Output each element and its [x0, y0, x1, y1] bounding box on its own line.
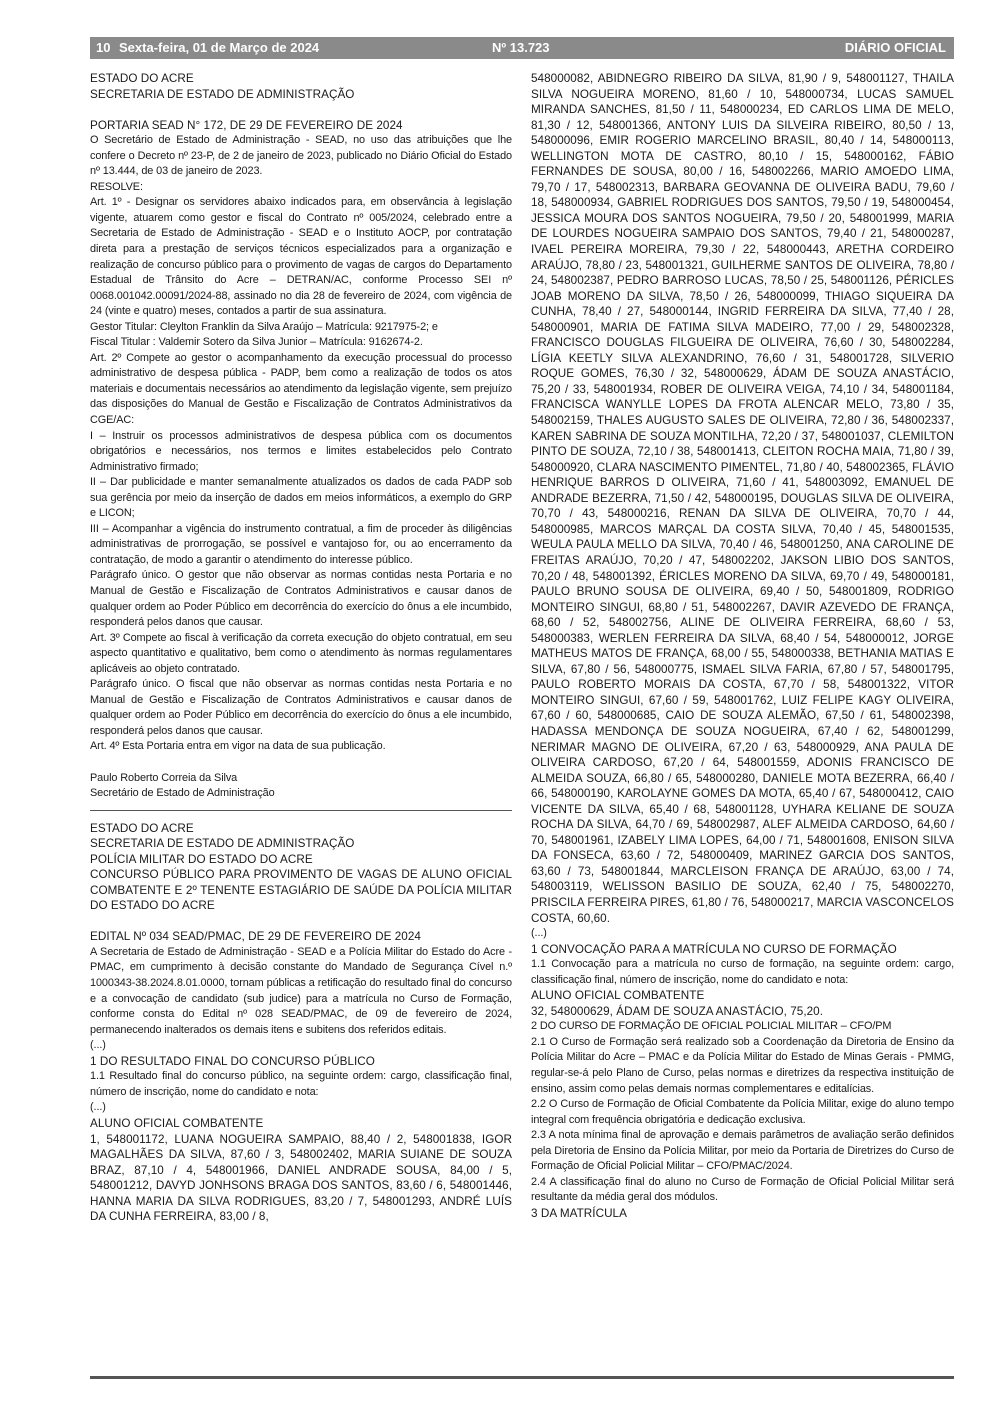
issue-date: Sexta-feira, 01 de Março de 2024 — [119, 40, 320, 55]
convocacao-section-1: 1 CONVOCAÇÃO PARA A MATRÍCULA NO CURSO DE FORMAÇÃO — [531, 942, 897, 956]
portaria-preamble: O Secretário de Estado de Administração - SEAD, no uso das atribuições que lhe confere o Decreto nº 23-P, de 2 de janeiro de 2023, publicado no Diário Oficial do Estado nº 13.444, de 03 de janeiro de 2023. — [90, 134, 512, 178]
right-column — [531, 71, 954, 1221]
portaria-art-2: Art. 2º Compete ao gestor o acompanhamento da execução processual do processo administrativo de despesa pública - PADP, bem como a realização de todos os atos materiais e documentais necessários ao atendimento da legislação vigente, sem prejuízo das disposições do Manual de Gestão e Fiscalização de Contratos Administrativos da CGE/AC: — [90, 351, 512, 426]
portaria-title: PORTARIA SEAD N° 172, DE 29 DE FEVEREIRO DE 2024 — [90, 118, 403, 132]
portaria-resolve: RESOLVE: — [90, 180, 143, 193]
edital-preamble: A Secretaria de Estado de Administração - SEAD e a Polícia Militar do Estado do Acre - PMAC, em cumprimento à decisão constante do Mandado de Segurança Cível n.º 1000343-38.2024.8.01.0000, tornam públicas a retificação do resultado final do concurso e a convocação de candidato (sub judice) para a matrícula no Curso de Formação, conforme consta do Edital nº 028 SEAD/PMAC, de 09 de fevereiro de 2024, permanecendo inalterados os demais itens e subitens dos referidos editais. — [90, 945, 512, 1036]
issue-number: Nº 13.723 — [492, 40, 550, 55]
curso-section-2-2: 2.2 O Curso de Formação de Oficial Combatente da Polícia Militar, exige do aluno tempo integral com frequência obrigatória e dedicação exclusiva. — [531, 1098, 954, 1126]
portaria-inciso-2: II – Dar publicidade e manter semanalmente atualizados os dados de cada PADP sob sua gerência por meio da inserção de dados em meios informáticos, a exemplo do GRP e LICON; — [90, 476, 512, 520]
portaria-art-4: Art. 4º Esta Portaria entra em vigor na data de sua publicação. — [90, 740, 386, 753]
page-header — [90, 37, 954, 59]
edital-org-state: ESTADO DO ACRE — [90, 821, 194, 835]
right-ellipsis: (...) — [531, 927, 547, 940]
page-bottom-rule — [90, 1376, 954, 1379]
curso-section-2-3: 2.3 A nota mínima final de aprovação e demais parâmetros de avaliação serão definidos pela Diretoria de Ensino da Polícia Militar, por meio da Portaria de Diretrizes do Curso de Formação de Oficial Policial Militar – CFO/PMAC/2024. — [531, 1129, 954, 1173]
left-column — [90, 71, 512, 1225]
convocacao-cargo: ALUNO OFICIAL COMBATENTE — [531, 989, 705, 1003]
edital-results-list: 1, 548001172, LUANA NOGUEIRA SAMPAIO, 88,40 / 2, 548001838, IGOR MAGALHÃES DA SILVA, 87,60 / 3, 548002402, MARIA SUIANE DE SOUZA BRAZ, 87,10 / 4, 548001966, DANIEL ANDRADE SOUSA, 84,00 / 5, 548001212, DAVYD JONHSONS BRAGA DOS SANTOS, 83,60 / 6, 548001446, HANNA MARIA DA SILVA RODRIGUES, 83,20 / 7, 548001293, ANDRÉ LUÍS DA CUNHA FERREIRA, 83,00 / 8, — [90, 1132, 512, 1224]
convocacao-candidate: 32, 548000629, ÁDAM DE SOUZA ANASTÁCIO, 75,20. — [531, 1004, 824, 1018]
curso-section-2: 2 DO CURSO DE FORMAÇÃO DE OFICIAL POLICIAL MILITAR – CFO/PM — [531, 1020, 892, 1033]
portaria-org-secretariat: SECRETARIA DE ESTADO DE ADMINISTRAÇÃO — [90, 87, 355, 101]
edital-org-secretariat: SECRETARIA DE ESTADO DE ADMINISTRAÇÃO — [90, 837, 355, 851]
curso-section-2-1: 2.1 O Curso de Formação será realizado sob a Coordenação da Diretoria de Ensino da Polícia Militar do Acre – PMAC e da Polícia Militar do Estado de Minas Gerais - PMMG, regular-se-á pelo Plano de Curso, pelas normas e diretrizes da respectiva instituição de ensino, assim como pelas demais normas complementares e editalícias. — [531, 1035, 954, 1095]
portaria-art-1: Art. 1º - Designar os servidores abaixo indicados para, em observância à legislação vigente, atuarem como gestor e fiscal do Contrato nº 005/2024, celebrado entre a Secretaria de Estado de Administração - SEAD e o Instituto AOCP, por contratação direta para a prestação de serviços técnicos especializados para a organização e realização de concurso público para o provimento de vagas de cargos do Departamento Estadual de Trânsito do Acre – DETRAN/AC, conforme Processo SEI nº 0068.001042.00091/2024-88, assinado no dia 28 de fevereiro de 2024, com vigência de 24 (vinte e quatro) meses, contados a partir de sua assinatura. — [90, 196, 512, 318]
convocacao-section-1-1: 1.1 Convocação para a matrícula no curso de formação, na seguinte ordem: cargo, classificação final, número de inscrição, nome do candidato e nota: — [531, 958, 954, 986]
portaria-org-state: ESTADO DO ACRE — [90, 72, 194, 85]
edital-section-1-1: 1.1 Resultado final do concurso público, na seguinte ordem: cargo, classificação final, número de inscrição, nome do candidato e nota: — [90, 1070, 512, 1098]
edital-ellipsis-1: (...) — [90, 1039, 106, 1052]
portaria-gestor: Gestor Titular: Cleylton Franklin da Silva Araújo – Matrícula: 9217975-2; e — [90, 320, 438, 333]
portaria-inciso-1: I – Instruir os processos administrativos de despesa pública com os documentos obrigatórios e necessários, nos termos e limites estabelecidos pelo Contrato Administrativo firmado; — [90, 429, 512, 473]
section-divider — [90, 810, 512, 811]
edital-ellipsis-2: (...) — [90, 1101, 106, 1114]
edital-title: EDITAL Nº 034 SEAD/PMAC, DE 29 DE FEVEREIRO DE 2024 — [90, 930, 421, 944]
portaria-fiscal: Fiscal Titular : Valdemir Sotero da Silva Junior – Matrícula: 9162674-2. — [90, 336, 423, 349]
portaria-paragrafo-1: Parágrafo único. O gestor que não observar as normas contidas nesta Portaria e no Manual de Gestão e Fiscalização de Contratos Administrativos e causar danos de qualquer ordem ao Poder Público em decorrência do exercício do ônus a ele incumbido, responderá pelos danos que causar. — [90, 569, 512, 629]
edital-concurso-title: CONCURSO PÚBLICO PARA PROVIMENTO DE VAGAS DE ALUNO OFICIAL COMBATENTE E 2º TENENTE ESTAGIÁRIO DE SAÚDE DA POLÍCIA MILITAR DO ESTADO DO ACRE — [90, 868, 512, 913]
publication-title: DIÁRIO OFICIAL — [844, 40, 946, 55]
portaria-signer: Paulo Roberto Correia da Silva — [90, 771, 238, 784]
edital-cargo: ALUNO OFICIAL COMBATENTE — [90, 1116, 264, 1130]
portaria-inciso-3: III – Acompanhar a vigência do instrumento contratual, a fim de proceder às diligências administrativas de prorrogação, se possível e vantajoso for, ou ao encerramento da contratação, de modo a garantir o atendimento do interesse público. — [90, 522, 512, 566]
curso-section-2-4: 2.4 A classificação final do aluno no Curso de Formação de Oficial Policial Militar será resultante da média geral dos módulos. — [531, 1175, 954, 1204]
matricula-section-3: 3 DA MATRÍCULA — [531, 1206, 627, 1220]
portaria-art-3: Art. 3º Compete ao fiscal à verificação da correta execução do objeto contratual, em seu aspecto quantitativo e qualitativo, bem como o atendimento às normas regulamentares aplicáveis ao objeto contratado. — [90, 631, 512, 675]
page-number: 10 — [96, 40, 111, 55]
results-list-continued: 548000082, ABIDNEGRO RIBEIRO DA SILVA, 81,90 / 9, 548001127, THAILA SILVA NOGUEIRA MORENO, 81,60 / 10, 548000734, LUCAS SAMUEL MIRANDA SANCHES, 81,50 / 11, 548000234, ED CARLOS LIMA DE MELO, 81,30 / 12, 548001366, ANTONY LUIS DA SILVEIRA RIBEIRO, 80,50 / 13, 548000096, EMIR ROGERIO MARCELINO BRASIL, 80,40 / 14, 548000113, WELLINGTON MOTA DE CASTRO, 80,10 / 15, 548000162, FÁBIO FERNANDES DE SOUSA, 80,00 / 16, 548002266, MARIO AMOEDO LIMA, 79,70 / 17, 548002313, BARBARA GEOVANNA DE OLIVEIRA BADU, 79,60 / 18, 548000934, GABRIEL RODRIGUES DOS SANTOS, 79,50 / 19, 548000454, JESSICA MOURA DOS SANTOS NOGUEIRA, 79,50 / 20, 548001999, MARIA DE LOURDES NOGUEIRA SAMPAIO DOS SANTOS, 79,40 / 21, 548000287, IVAEL PEREIRA MOREIRA, 79,30 / 22, 548000443, ARETHA CORDEIRO ARAÚJO, 78,80 / 23, 548001321, GUILHERME SANTOS DE OLIVEIRA, 78,80 / 24, 548002387, PEDRO BARROSO LUCAS, 78,50 / 25, 548001126, PÉRICLES JOAB MORENO DA SILVA, 78,50 / 26, 548000099, THIAGO SIQUEIRA DA CUNHA, 78,40 / 27, 548000144, INGRID FERREIRA DA SILVA, 77,40 / 28, 548000901, MARIA DE FATIMA SILVA MADEIRO, 77,00 / 29, 548002328, FRANCISCO DOUGLAS FILGUEIRA DE OLIVEIRA, 76,60 / 30, 548002284, LÍGIA KEETLY SILVA ALEXANDRINO, 76,60 / 31, 548001728, SILVERIO ROQUE GOMES, 76,30 / 32, 548000629, ÁDAM DE SOUZA ANASTÁCIO, 75,20 / 33, 548001934, ROBER DE OLIVEIRA VEIGA, 74,10 / 34, 548001184, FRANCISCA WANYLLE LOPES DA FROTA ALENCAR MELO, 73,80 / 35, 548002159, THALES AUGUSTO SALES DE OLIVEIRA, 72,80 / 36, 548002337, KAREN SABRINA DE SOUZA MONTILHA, 72,20 / 37, 548001037, CLEMILTON PINTO DE SOUZA, 72,10 / 38, 548001413, CLEITON ROCHA MAIA, 71,80 / 39, 548000920, CLARA NASCIMENTO PIMENTEL, 71,80 / 40, 548002365, FLÁVIO HENRIQUE BARROS D OLIVEIRA, 71,60 / 41, 548003092, EMANUEL DE ANDRADE BEZERRA, 71,50 / 42, 548000195, DOUGLAS SILVA DE OLIVEIRA, 70,70 / 43, 548000216, RENAN DA SILVA DE OLIVEIRA, 70,70 / 44, 548000985, MARCOS MARÇAL DA COSTA SILVA, 70,40 / 45, 548001535, WEULA PAULA MELLO DA SILVA, 70,40 / 46, 548001250, ANA CAROLINE DE FREITAS ARAÚJO, 70,20 / 47, 548002202, JAKSON LIBIO DOS SANTOS, 70,20 / 48, 548001392, ÉRICLES MORENO DA SILVA, 69,70 / 49, 548000181, PAULO BRUNO SOUSA DE OLIVEIRA, 69,40 / 50, 548001809, RODRIGO MONTEIRO SINGUI, 68,80 / 51, 548002267, DAVIR AZEVEDO DE FRANÇA, 68,60 / 52, 548002756, ALINE DE OLIVEIRA FERREIRA, 68,60 / 53, 548000383, WERLEN FERREIRA DA SILVA, 68,40 / 54, 548000012, JORGE MATHEUS MATOS DE FRANÇA, 68,00 / 55, 548000338, BETHANIA MATIAS E SILVA, 67,80 / 56, 548000775, ISMAEL SILVA FARIA, 67,80 / 57, 548001795, PAULO ROBERTO MORAIS DA COSTA, 67,70 / 58, 548001322, VITOR MONTEIRO SINGUI, 67,60 / 59, 548001762, LUIZ FELIPE KAGY OLIVEIRA, 67,60 / 60, 548000685, CAIO DE SOUZA ALEMÃO, 67,50 / 61, 548002398, HADASSA MENDONÇA DE SOUZA NOGUEIRA, 67,40 / 62, 548001299, NERIMAR MAGNO DE OLIVEIRA, 67,20 / 63, 548000929, ANA PAULA DE OLIVEIRA CARDOSO, 67,20 / 64, 548001559, ADONIS FRANCISCO DE ALMEIDA SOUZA, 66,80 / 65, 548000280, DANIELE MOTA BEZERRA, 66,40 / 66, 548000190, KAROLAYNE GOMES DA MOTA, 65,40 / 67, 548000412, CAIO VICENTE DA SILVA, 65,40 / 68, 548001128, UYHARA KELIANE DE SOUZA ROCHA DA SILVA, 64,70 / 69, 548002987, ALEF ALMEIDA CARDOSO, 64,60 / 70, 548001961, IZABELY LIMA LOPES, 64,00 / 71, 548001608, ENISON SILVA DA FONSECA, 63,60 / 72, 548000409, MARINEZ GARCIA DOS SANTOS, 63,60 / 73, 548001844, MARCLEISON FRANÇA DE ARAÚJO, 63,00 / 74, 548003119, WELISSON BASILIO DE SOUZA, 62,40 / 75, 548002270, PRISCILA FERREIRA PIRES, 61,80 / 76, 548000217, MARCIA VASCONCELOS COSTA, 60,60. — [531, 72, 954, 925]
edital-section-1: 1 DO RESULTADO FINAL DO CONCURSO PÚBLICO — [90, 1054, 375, 1068]
portaria-paragrafo-2: Parágrafo único. O fiscal que não observar as normas contidas nesta Portaria e no Manual de Gestão e Fiscalização de Contratos Administrativos e causar danos de qualquer ordem ao Poder Público em decorrência do exercício do ônus a ele incumbido, responderá pelos danos que causar. — [90, 678, 512, 737]
edital-org-police: POLÍCIA MILITAR DO ESTADO DO ACRE — [90, 852, 313, 866]
portaria-signer-role: Secretário de Estado de Administração — [90, 787, 275, 800]
